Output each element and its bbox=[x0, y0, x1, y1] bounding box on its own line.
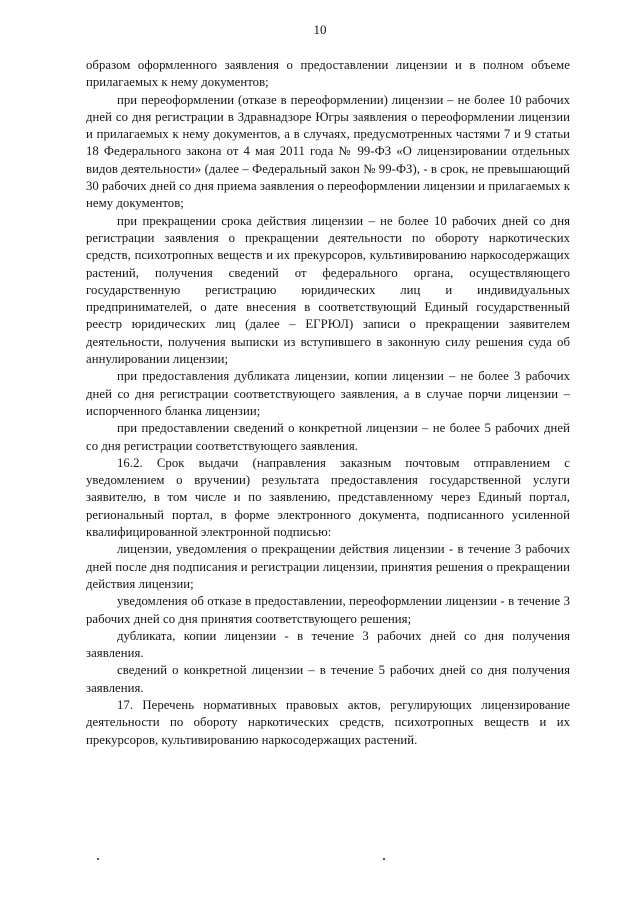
paragraph-info-term: при предоставлении сведений о конкретной лицензии – не более 5 рабочих дней со дня регистрации соответствующего заявления. bbox=[86, 421, 570, 453]
paragraph-reissue-term: при переоформлении (отказе в переоформлении) лицензии – не более 10 рабочих дней со дня регистрации в Здравнадзоре Югры заявления о переоформлении лицензии и прилагаемых к нему документов, а в случаях, предусмотренных частями 7 и 9 статьи 18 Федерального закона от 4 мая 2011 года № 99-ФЗ «О лицензировании отдельных видов деятельности» (далее – Федеральный закон № 99-ФЗ), - в срок, не превышающий 30 рабочих дней со дня приема заявления о переоформлении лицензии и прилагаемых к нему документов; bbox=[86, 92, 570, 211]
page-number: 10 bbox=[313, 22, 327, 37]
paragraph-refusal-notice: уведомления об отказе в предоставлении, переоформлении лицензии - в течение 3 рабочих дней со дня принятия соответствующего решения; bbox=[86, 594, 570, 626]
paragraph-termination-term: при прекращении срока действия лицензии – не более 10 рабочих дней со дня регистрации заявления о прекращении деятельности по обороту наркотических средств, психотропных веществ и их прекурсоров, культивированию наркосодержащих растений, получения сведений от федерального органа, осуществляющего государственную регистрацию юридических лиц и индивидуальных предпринимателей, о дате внесения в соответствующий Единый государственный реестр юридических лиц (далее – ЕГРЮЛ) записи о прекращении заявителем деятельности, получения выписки из вступившего в законную силу решения суда об аннулировании лицензии; bbox=[86, 213, 570, 367]
scan-speck-right bbox=[383, 858, 385, 860]
paragraph-license-issue-end: образом оформленного заявления о предоставлении лицензии и в полном объеме прилагаемых к нему документов; bbox=[86, 58, 570, 90]
paragraph-duplicate-copy: дубликата, копии лицензии - в течение 3 рабочих дней со дня получения заявления. bbox=[86, 628, 570, 661]
paragraph-license-info: сведений о конкретной лицензии – в течение 5 рабочих дней со дня получения заявления. bbox=[86, 663, 570, 695]
paragraph-17: 17. Перечень нормативных правовых актов, регулирующих лицензирование деятельности по обороту наркотических средств, психотропных веществ и их прекурсоров, культивированию наркосодержащих растений. bbox=[86, 697, 570, 747]
document-body bbox=[86, 57, 570, 749]
paragraph-16-2: 16.2. Срок выдачи (направления заказным почтовым отправлением с уведомлением о вручении) результата предоставления государственной услуги заявителю, в том числе и по заявлению, представленному через Единый портал, региональный портал, в форме электронного документа, подписанного усиленной квалифицированной электронной подписью: bbox=[86, 455, 570, 540]
paragraph-license-notice: лицензии, уведомления о прекращении действия лицензии - в течение 3 рабочих дней после дня подписания и регистрации лицензии, принятия решения о прекращении действия лицензии; bbox=[86, 542, 570, 591]
scan-speck-left bbox=[97, 858, 99, 860]
paragraph-duplicate-term: при предоставления дубликата лицензии, копии лицензии – не более 3 рабочих дней со дня регистрации соответствующего заявления, а в случае порчи лицензии – испорченного бланка лицензии; bbox=[86, 369, 570, 418]
